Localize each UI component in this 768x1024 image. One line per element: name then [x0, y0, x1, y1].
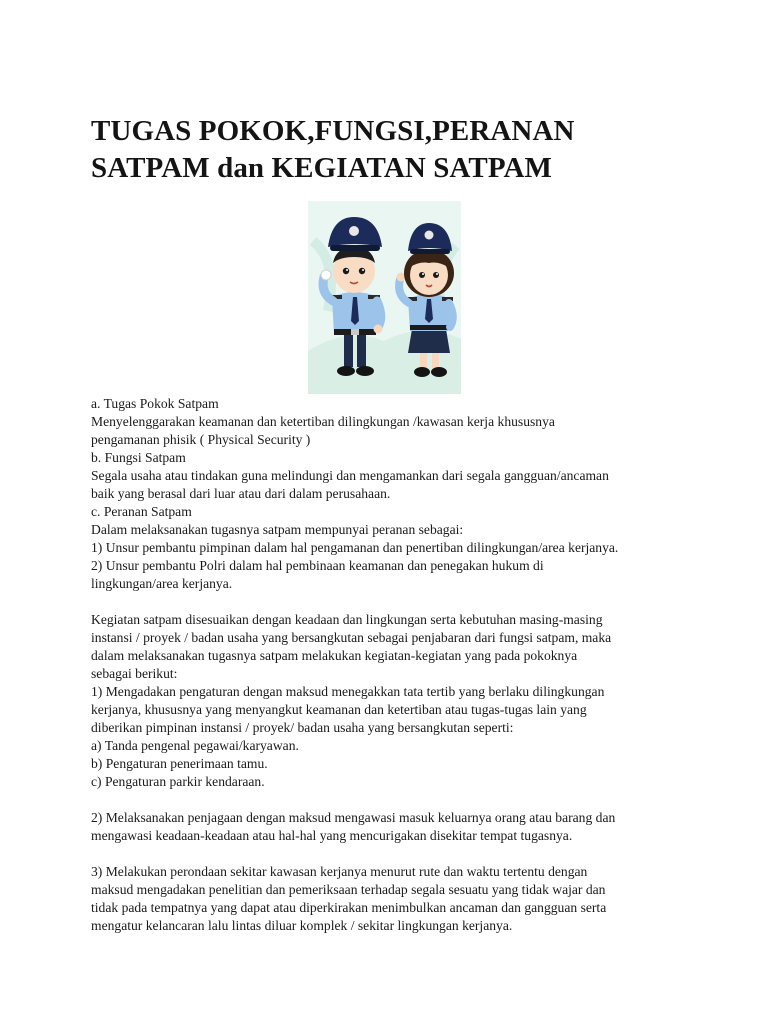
title-line: TUGAS POKOK,FUNGSI,PERANAN	[91, 115, 575, 147]
text-line: c. Peranan Satpam	[91, 504, 192, 519]
text-line: a) Tanda pengenal pegawai/karyawan.	[91, 738, 299, 753]
text-line: kerjanya, khususnya yang menyangkut keamanan dan ketertiban atau tugas-tugas lain yang	[91, 702, 587, 717]
text-line: maksud mengadakan penelitian dan pemeriksaan terhadap segala sesuatu yang tidak wajar dan	[91, 882, 606, 897]
text-line: 1) Unsur pembantu pimpinan dalam hal pengamanan dan penertiban dilingkungan/area kerjanya.	[91, 540, 619, 555]
text-line: c) Pengaturan parkir kendaraan.	[91, 774, 265, 789]
document-body	[91, 395, 731, 935]
text-line: a. Tugas Pokok Satpam	[91, 396, 219, 411]
text-line: baik yang berasal dari luar atau dari dalam perusahaan.	[91, 486, 391, 501]
text-line: Dalam melaksanakan tugasnya satpam mempunyai peranan sebagai:	[91, 522, 464, 537]
blank-line	[91, 593, 731, 611]
text-line: dalam melaksanakan tugasnya satpam melakukan kegiatan-kegiatan yang pada pokoknya	[91, 648, 578, 663]
blank-line	[91, 791, 731, 809]
satpam-illustration	[308, 201, 461, 394]
text-line: sebagai berikut:	[91, 666, 178, 681]
text-line: lingkungan/area kerjanya.	[91, 576, 233, 591]
text-line: Kegiatan satpam disesuaikan dengan keadaan dan lingkungan serta kebutuhan masing-masing	[91, 612, 603, 627]
text-line: mengawasi keadaan-keadaan atau hal-hal yang mencurigakan disekitar tempat tugasnya.	[91, 828, 573, 843]
text-line: 2) Unsur pembantu Polri dalam hal pembinaan keamanan dan penegakan hukum di	[91, 558, 544, 573]
text-line: b. Fungsi Satpam	[91, 450, 186, 465]
text-line: tidak pada tempatnya yang dapat atau diperkirakan menimbulkan ancaman dan gangguan serta	[91, 900, 607, 915]
text-line: 3) Melakukan perondaan sekitar kawasan kerjanya menurut rute dan waktu tertentu dengan	[91, 864, 588, 879]
text-line: pengamanan phisik ( Physical Security )	[91, 432, 311, 447]
text-line: mengatur kelancaran lalu lintas diluar komplek / sekitar lingkungan kerjanya.	[91, 918, 513, 933]
document-title	[91, 113, 711, 187]
text-line: b) Pengaturan penerimaan tamu.	[91, 756, 268, 771]
blank-line	[91, 845, 731, 863]
text-line: Segala usaha atau tindakan guna melindungi dan mengamankan dari segala gangguan/ancaman	[91, 468, 609, 483]
text-line: Menyelenggarakan keamanan dan ketertiban dilingkungan /kawasan kerja khususnya	[91, 414, 555, 429]
text-line: 1) Mengadakan pengaturan dengan maksud menegakkan tata tertib yang berlaku dilingkungan	[91, 684, 605, 699]
title-line: SATPAM dan KEGIATAN SATPAM	[91, 152, 552, 184]
text-line: 2) Melaksanakan penjagaan dengan maksud mengawasi masuk keluarnya orang atau barang dan	[91, 810, 616, 825]
text-line: diberikan pimpinan instansi / proyek/ badan usaha yang bersangkutan seperti:	[91, 720, 514, 735]
text-line: instansi / proyek / badan usaha yang bersangkutan sebagai penjabaran dari fungsi satpam, maka	[91, 630, 612, 645]
